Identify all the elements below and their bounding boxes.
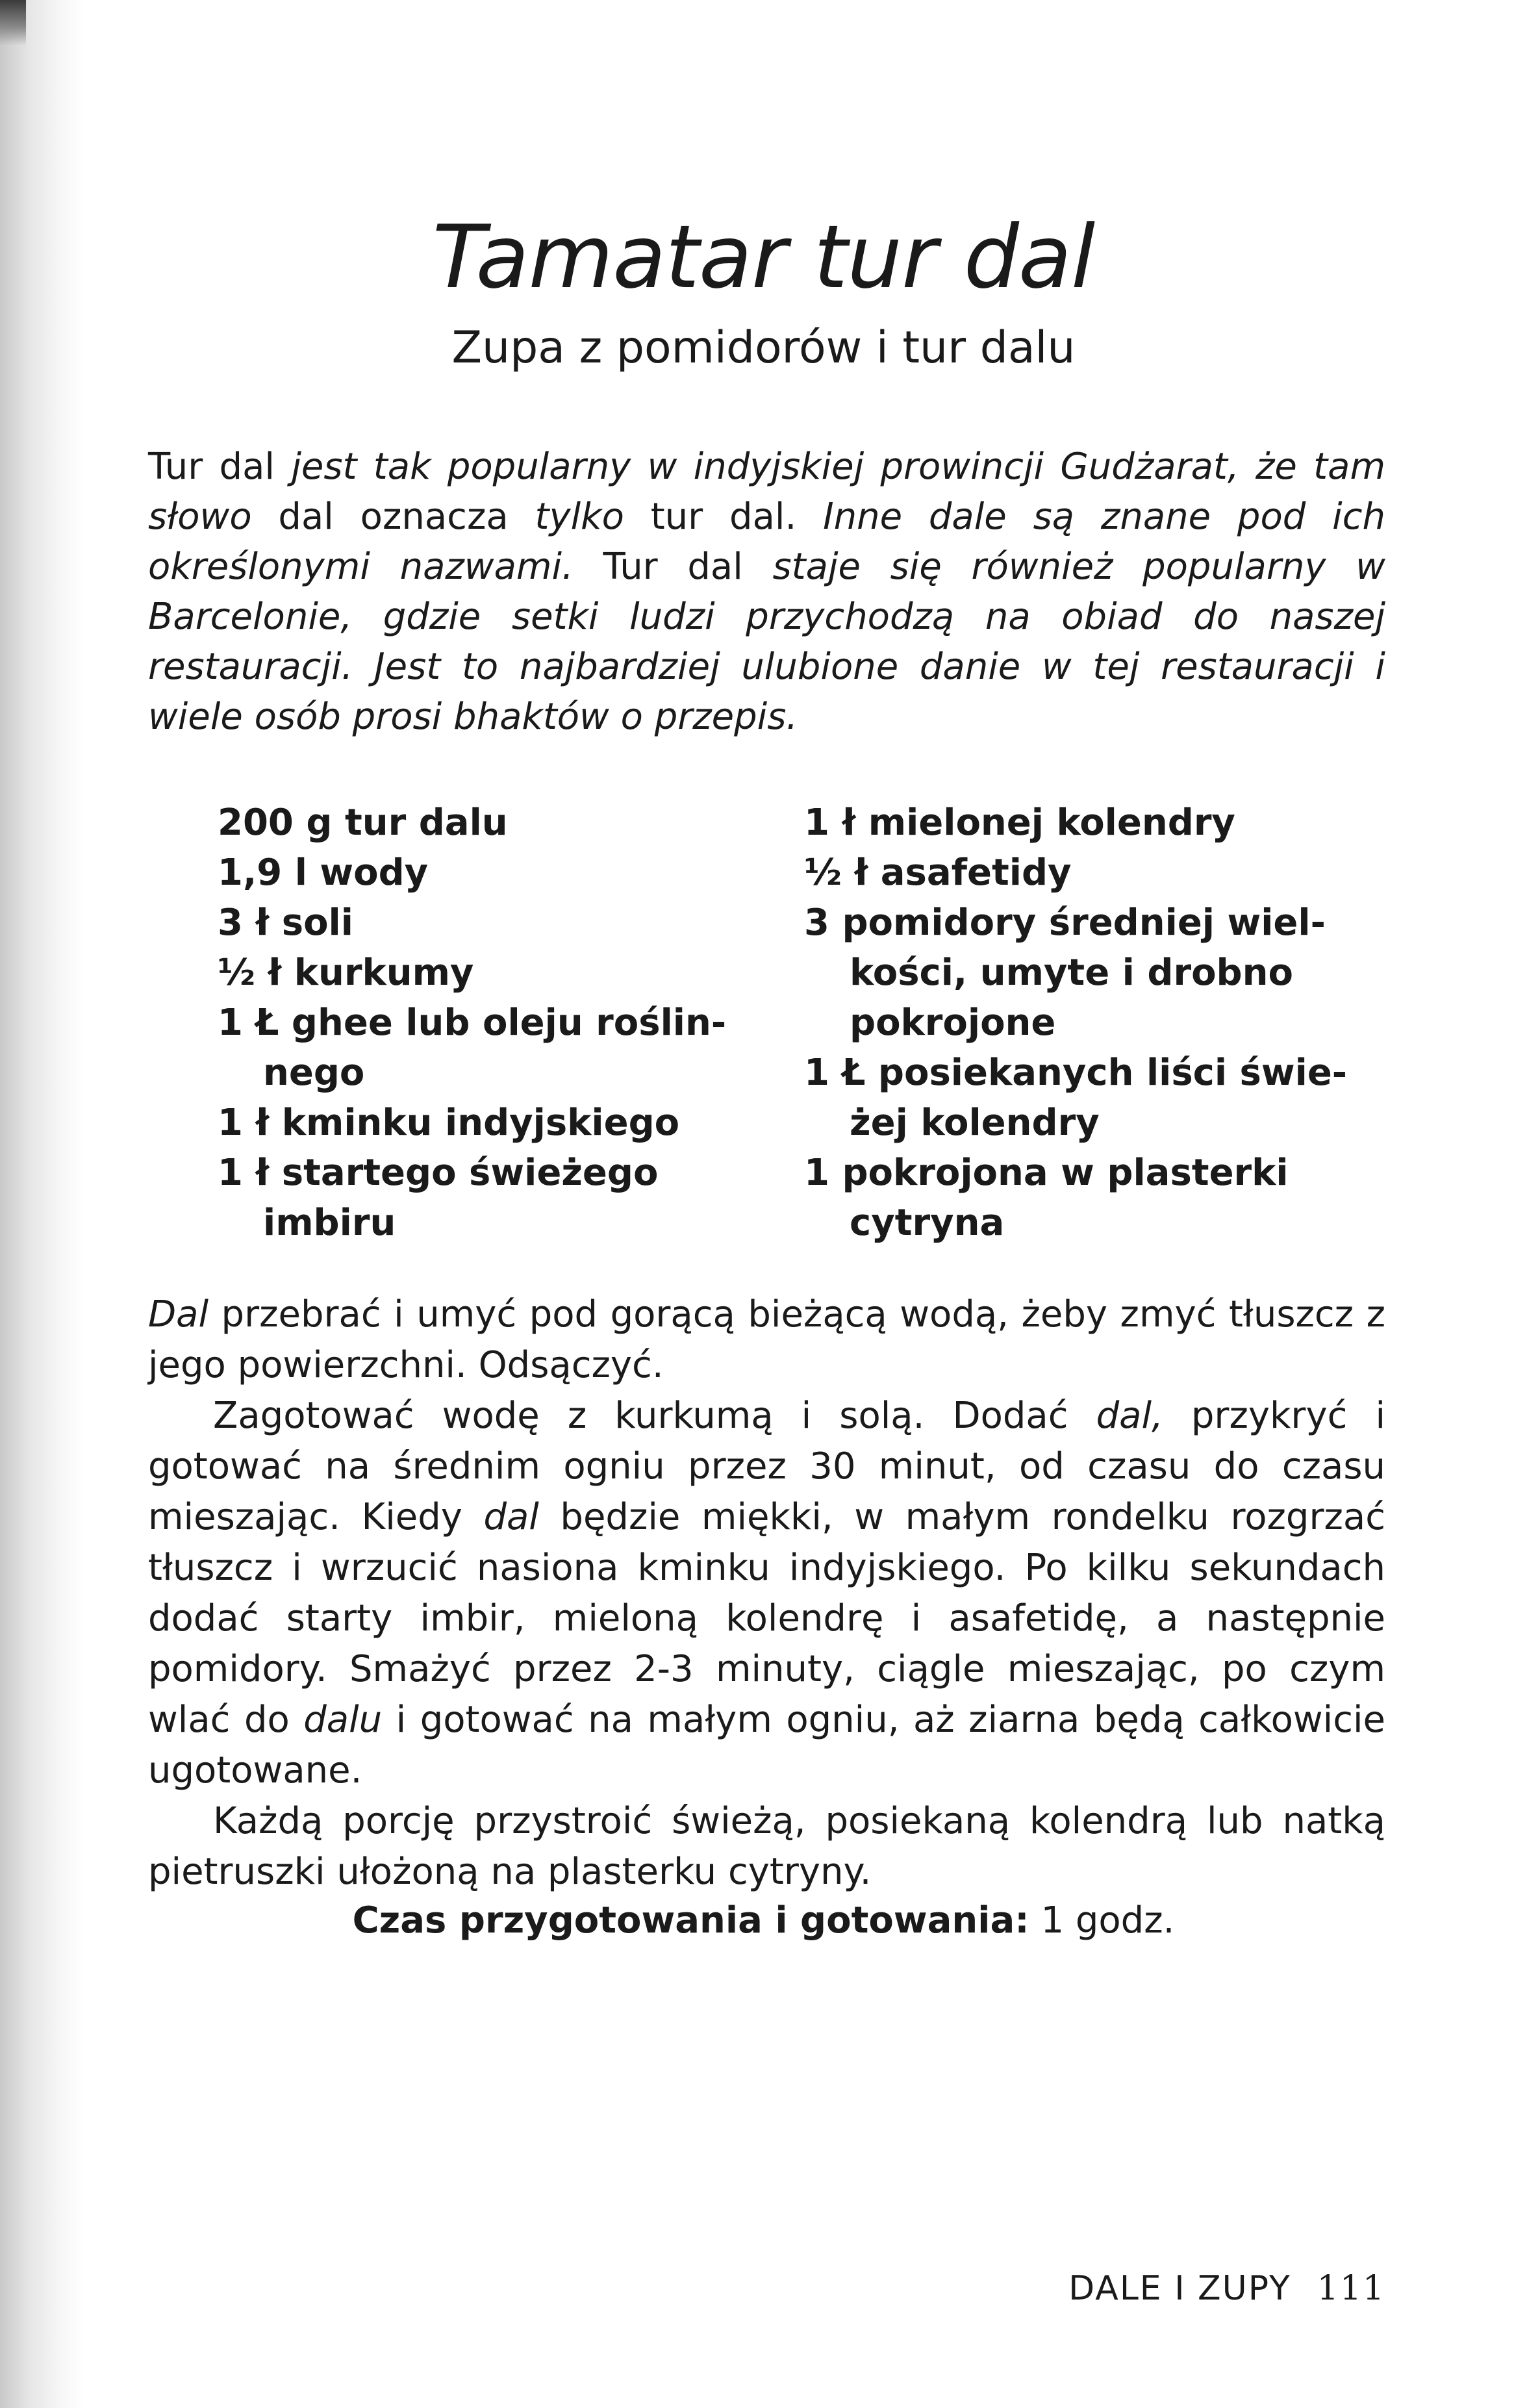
intro-text: jest tak popularny w indyjskiej prowincji Gudżarat, że tam słowo	[148, 446, 1385, 538]
method-text: przebrać i umyć pod gorącą bieżącą wodą, żeby zmyć tłuszcz z jego powierzchni. Odsączyć.	[148, 1293, 1385, 1386]
method-text: i gotować na małym ogniu, aż ziarna będą całkowicie ugotowane.	[148, 1699, 1386, 1792]
ingredients-left-column	[218, 798, 763, 1248]
ingredient-line: 3 pomidory średniej wiel-	[804, 902, 1326, 944]
intro-text: tur dal.	[624, 496, 824, 538]
ingredient-line: nego	[263, 1052, 365, 1094]
method-text: Zagotować wodę z kurkumą i solą. Dodać	[213, 1395, 1096, 1437]
ingredients-right-column	[804, 798, 1389, 1248]
ingredient-line: żej kolendry	[850, 1102, 1100, 1144]
intro-text: Tur dal	[603, 546, 743, 588]
ingredient-line: kości, umyte i drobno	[850, 952, 1293, 994]
method-text: Dal	[148, 1293, 208, 1336]
method-paragraph	[148, 1796, 1385, 1897]
section-name: DALE I ZUPY	[1068, 2269, 1291, 2308]
intro-paragraph	[148, 442, 1385, 742]
cooking-time	[0, 1899, 1527, 1942]
ingredient-line: pokrojone	[850, 1002, 1056, 1044]
cooking-time-label: Czas przygotowania i gotowania:	[352, 1899, 1029, 1942]
page-footer	[1068, 2269, 1385, 2308]
ingredient-line: 1,9 l wody	[218, 852, 429, 894]
ingredient-line: ½ ł asafetidy	[804, 852, 1072, 894]
ingredient-line: 200 g tur dalu	[218, 802, 508, 844]
ingredient-line: 1 ł startego świeżego	[218, 1152, 659, 1194]
ingredient-line: 1 ł mielonej kolendry	[804, 802, 1235, 844]
intro-text: dal oznacza	[278, 496, 535, 538]
method-text: przykryć i gotować na średnim ogniu przez 30 minut, od czasu do czasu mieszając. Kiedy	[148, 1395, 1386, 1538]
recipe-subtitle: Zupa z pomidorów i tur dalu	[451, 322, 1076, 374]
intro-text: tylko	[535, 496, 624, 538]
method-text: dal,	[1096, 1395, 1163, 1437]
method-section	[148, 1289, 1385, 1897]
method-text: dalu	[303, 1699, 383, 1741]
ingredient-line: 1 ł kminku indyjskiego	[218, 1102, 680, 1144]
page-number: 111	[1317, 2269, 1385, 2308]
ingredient-line: cytryna	[850, 1202, 1005, 1244]
method-text: będzie miękki, w małym rondelku rozgrzać tłuszcz i wrzucić nasiona kminku indyjskiego. Po kilku sekundach dodać starty imbir, mieloną kolendrę i asafetidę, a następnie pomidory. Smażyć przez 2-3 minuty, ciągle mieszając, po czym wlać do	[148, 1496, 1385, 1741]
method-text: dal	[483, 1496, 539, 1538]
ingredient-line: 3 ł soli	[218, 902, 353, 944]
intro-text: staje się również popularny w Barcelonie, gdzie setki ludzi przychodzą na obiad do naszej restauracji. Jest to najbardziej ulubione danie w tej restauracji i wiele osób prosi bhaktów o przepis.	[148, 546, 1385, 738]
method-paragraph	[148, 1391, 1385, 1796]
cooking-time-value: 1 godz.	[1041, 1899, 1175, 1942]
ingredient-line: 1 Ł ghee lub oleju roślin-	[218, 1002, 727, 1044]
ingredient-line: 1 pokrojona w plasterki	[804, 1152, 1289, 1194]
intro-text: Inne dale są znane pod ich określonymi nazwami.	[148, 496, 1385, 588]
ingredient-line: ½ ł kurkumy	[218, 952, 474, 994]
ingredient-line: 1 Ł posiekanych liści świe-	[804, 1052, 1348, 1094]
intro-text: Tur dal	[148, 446, 275, 488]
method-paragraph	[148, 1289, 1385, 1391]
ingredient-line: imbiru	[263, 1202, 396, 1244]
page-corner-shadow	[0, 0, 26, 45]
recipe-title: Tamatar tur dal	[432, 207, 1095, 308]
method-text: Każdą porcję przystroić świeżą, posiekaną kolendrą lub natką pietruszki ułożoną na plasterku cytryny.	[148, 1800, 1385, 1893]
